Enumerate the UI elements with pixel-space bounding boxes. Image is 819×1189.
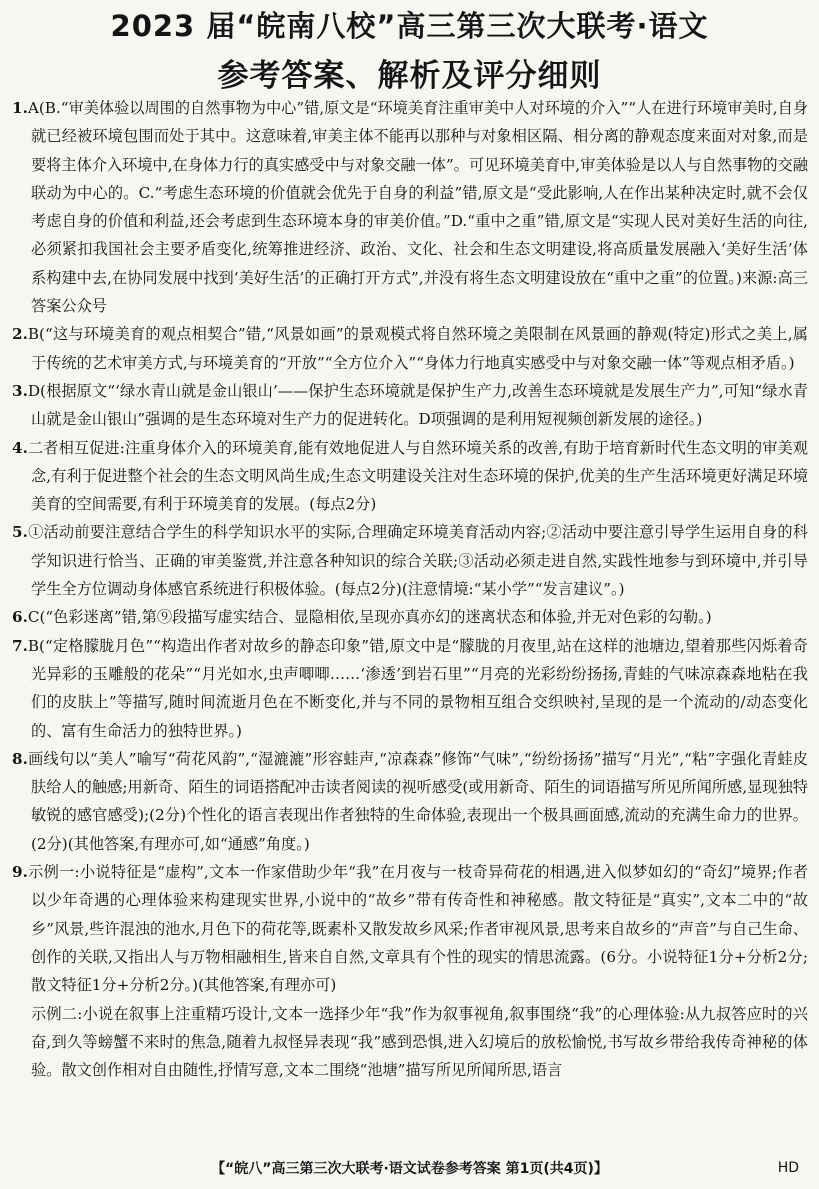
- answer-item-4: 4.二者相互促进:注重身体介入的环境美育,能有效地促进人与自然环境关系的改善,有助于培育新时代生态文明的审美观念,有利于促进整个社会的生态文明风尚生成;生态文明建设关注对生态环境的保护,优美的生产生活环境更好满足环境美育的空间需要,有利于环境美育的发展。(每点2分): [12, 438, 808, 514]
- answer-item-7: 7.B(“定格朦胧月色”“构造出作者对故乡的静态印象”错,原文中是“朦胧的月夜里,站在这样的池塘边,望着那些闪烁着奇光异彩的玉雕般的花朵”“月光如水,虫声唧唧……‘渗透’到岩石里”“月亮的光彩纷纷扬扬,青蛙的气味凉森森地粘在我们的皮肤上”等描写,随时间流逝月色在不断变化,并与不同的景物相互组合交织映衬,呈现的是一个流动的/动态变化的、富有生命活力的独特世界。): [12, 636, 808, 740]
- answer-text: D(根据原文“‘绿水青山就是金山银山’——保护生态环境就是保护生产力,改善生态环境就是发展生产力”,可知“绿水青山就是金山银山”强调的是生态环境对生产力的促进转化。D项强调的是利用短视频创新发展的途径。): [27, 381, 808, 429]
- answer-text: B(“这与环境美育的观点相契合”错,“风景如画”的景观模式将自然环境之美限制在风景画的静观(特定)形式之美上,属于传统的艺术审美方式,与环境美育的“开放”“全方位介入”“身体力行地真实感受中与对象交融一体”等观点相矛盾。): [27, 325, 808, 372]
- answer-text: 示例二:小说在叙事上注重精巧设计,文本一选择少年“我”作为叙事视角,叙事围绕“我”的心理体验:从九叔答应时的兴奋,到久等螃蟹不来时的焦急,随着九叔怪异表现“我”感到恐惧,进入幻境后的放松愉悦,书写故乡带给我传奇神秘的体验。散文创作相对自由随性,抒情写意,文本二围绕“池塘”描写所见所闻所思,语言: [31, 1004, 808, 1080]
- answer-text: B(“定格朦胧月色”“构造出作者对故乡的静态印象”错,原文中是“朦胧的月夜里,站在这样的池塘边,望着那些闪烁着奇光异彩的玉雕般的花朵”“月光如水,虫声唧唧……‘渗透’到岩石里”“月亮的光彩纷纷扬扬,青蛙的气味凉森森地粘在我们的皮肤上”等描写,随时间流逝月色在不断变化,并与不同的景物相互组合交织映衬,呈现的是一个流动的/动态变化的、富有生命活力的独特世界。): [27, 636, 808, 740]
- answer-list: [12, 94, 808, 1150]
- page-footer: 【“皖八”高三第三次大联考·语文试卷参考答案 第1页(共4页)】: [211, 1161, 608, 1177]
- answer-text: 画线句以“美人”喻写“荷花风韵”,“湿漉漉”形容蛙声,“凉森森”修饰“气味”,“纷纷扬扬”描写“月光”,“粘”字强化青蛙皮肤给人的触感;用新奇、陌生的词语搭配冲击读者阅读的视听感受(或用新奇、陌生的词语描写所见所闻所感,显现独特敏锐的感官感受);(2分)个性化的语言表现出作者独特的生命体验,表现出一个极具画面感,流动的充满生命力的世界。(2分)(其他答案,有理亦可,如“通感”角度。): [27, 749, 808, 853]
- answer-item-9-example-2: [12, 1000, 808, 1085]
- answer-item-6: 6.C(“色彩迷离”错,第⑨段描写虚实结合、显隐相依,呈现亦真亦幻的迷离状态和体验,并无对色彩的勾勒。): [12, 608, 712, 627]
- answer-text: ①活动前要注意结合学生的科学知识水平的实际,合理确定环境美育活动内容;②活动中要注意引导学生运用自身的科学知识进行恰当、正确的审美鉴赏,并注意各种知识的综合关联;③活动必须走进自然,实践性地参与到环境中,并引导学生全方位调动身体感官系统进行积极体验。(每点2分)(注意情境:“某小学”“发言建议”。): [27, 523, 808, 599]
- answer-item-2: 2.B(“这与环境美育的观点相契合”错,“风景如画”的景观模式将自然环境之美限制在风景画的静观(特定)形式之美上,属于传统的艺术审美方式,与环境美育的“开放”“全方位介入”“身体力行地真实感受中与对象交融一体”等观点相矛盾。): [12, 325, 808, 372]
- answer-text: C(“色彩迷离”错,第⑨段描写虚实结合、显隐相依,呈现亦真亦幻的迷离状态和体验,并无对色彩的勾勒。): [27, 608, 712, 627]
- document-title: 2023 届“皖南八校”高三第三次大联考·语文: [110, 9, 709, 43]
- answer-item-9: 9.示例一:小说特征是“虚构”,文本一作家借助少年“我”在月夜与一枝奇异荷花的相遇,进入似梦如幻的“奇幻”境界;作者以少年奇遇的心理体验来构建现实世界,小说中的“故乡”带有传奇性和神秘感。散文特征是“真实”,文本二中的“故乡”风景,些许混浊的池水,月色下的荷花等,既素朴又散发故乡风采;作者审视风景,思考来自故乡的“声音”与自己生命、创作的关联,又指出人与万物相融相生,皆来自自然,文章具有个性的现实的情思流露。(6分。小说特征1分+分析2分;散文特征1分+分析2分。)(其他答案,有理亦可): [12, 863, 808, 995]
- answer-text: A(B.“审美体验以周围的自然事物为中心”错,原文是“环境美育注重审美中人对环境的介入”“人在进行环境审美时,自身就已经被环境包围而处于其中。这意味着,审美主体不能再以那种与对象相区隔、相分离的静观态度来面对对象,而是要将主体介入环境中,在身体力行的真实感受中与对象交融一体”。可见环境美育中,审美体验是以人与自然事物的交融联动为中心的。C.“考虑生态环境的价值就会优先于自身的利益”错,原文是“受此影响,人在作出某种决定时,就不会仅考虑自身的价值和利益,还会考虑到生态环境本身的审美价值。”D.“重中之重”错,原文是“实现人民对美好生活的向往,必须紧扣我国社会主要矛盾变化,统筹推进经济、政治、文化、社会和生态文明建设,将高质量发展融入‘美好生活’体系构建中去,在协同发展中找到‘美好生活’的正确打开方式”,并没有将生态文明建设放在“重中之重”的位置。)来源:高三答案公众号: [27, 99, 808, 316]
- answer-item-5: 5.①活动前要注意结合学生的科学知识水平的实际,合理确定环境美育活动内容;②活动中要注意引导学生运用自身的科学知识进行恰当、正确的审美鉴赏,并注意各种知识的综合关联;③活动必须走进自然,实践性地参与到环境中,并引导学生全方位调动身体感官系统进行积极体验。(每点2分)(注意情境:“某小学”“发言建议”。): [12, 523, 808, 599]
- answer-item-3: 3.D(根据原文“‘绿水青山就是金山银山’——保护生态环境就是保护生产力,改善生态环境就是发展生产力”,可知“绿水青山就是金山银山”强调的是生态环境对生产力的促进转化。D项强调的是利用短视频创新发展的途径。): [12, 381, 808, 429]
- document-subtitle: 参考答案、解析及评分细则: [217, 58, 602, 94]
- answer-text: 二者相互促进:注重身体介入的环境美育,能有效地促进人与自然环境关系的改善,有助于培育新时代生态文明的审美观念,有利于促进整个社会的生态文明风尚生成;生态文明建设关注对生态环境的保护,优美的生产生活环境更好满足环境美育的空间需要,有利于环境美育的发展。(每点2分): [27, 438, 808, 514]
- answer-item-8: 8.画线句以“美人”喻写“荷花风韵”,“湿漉漉”形容蛙声,“凉森森”修饰“气味”,“纷纷扬扬”描写“月光”,“粘”字强化青蛙皮肤给人的触感;用新奇、陌生的词语搭配冲击读者阅读的视听感受(或用新奇、陌生的词语描写所见所闻所感,显现独特敏锐的感官感受);(2分)个性化的语言表现出作者独特的生命体验,表现出一个极具画面感,流动的充满生命力的世界。(2分)(其他答案,有理亦可,如“通感”角度。): [12, 749, 808, 853]
- answer-item-1: 1.A(B.“审美体验以周围的自然事物为中心”错,原文是“环境美育注重审美中人对环境的介入”“人在进行环境审美时,自身就已经被环境包围而处于其中。这意味着,审美主体不能再以那种与对象相区隔、相分离的静观态度来面对对象,而是要将主体介入环境中,在身体力行的真实感受中与对象交融一体”。可见环境美育中,审美体验是以人与自然事物的交融联动为中心的。C.“考虑生态环境的价值就会优先于自身的利益”错,原文是“受此影响,人在作出某种决定时,就不会仅考虑自身的价值和利益,还会考虑到生态环境本身的审美价值。”D.“重中之重”错,原文是“实现人民对美好生活的向往,必须紧扣我国社会主要矛盾变化,统筹推进经济、政治、文化、社会和生态文明建设,将高质量发展融入‘美好生活’体系构建中去,在协同发展中找到‘美好生活’的正确打开方式”,并没有将生态文明建设放在“重中之重”的位置。)来源:高三答案公众号: [12, 99, 808, 316]
- footer-code: HD: [777, 1160, 799, 1176]
- answer-text: 示例一:小说特征是“虚构”,文本一作家借助少年“我”在月夜与一枝奇异荷花的相遇,进入似梦如幻的“奇幻”境界;作者以少年奇遇的心理体验来构建现实世界,小说中的“故乡”带有传奇性和神秘感。散文特征是“真实”,文本二中的“故乡”风景,些许混浊的池水,月色下的荷花等,既素朴又散发故乡风采;作者审视风景,思考来自故乡的“声音”与自己生命、创作的关联,又指出人与万物相融相生,皆来自自然,文章具有个性的现实的情思流露。(6分。小说特征1分+分析2分;散文特征1分+分析2分。)(其他答案,有理亦可): [27, 863, 808, 995]
